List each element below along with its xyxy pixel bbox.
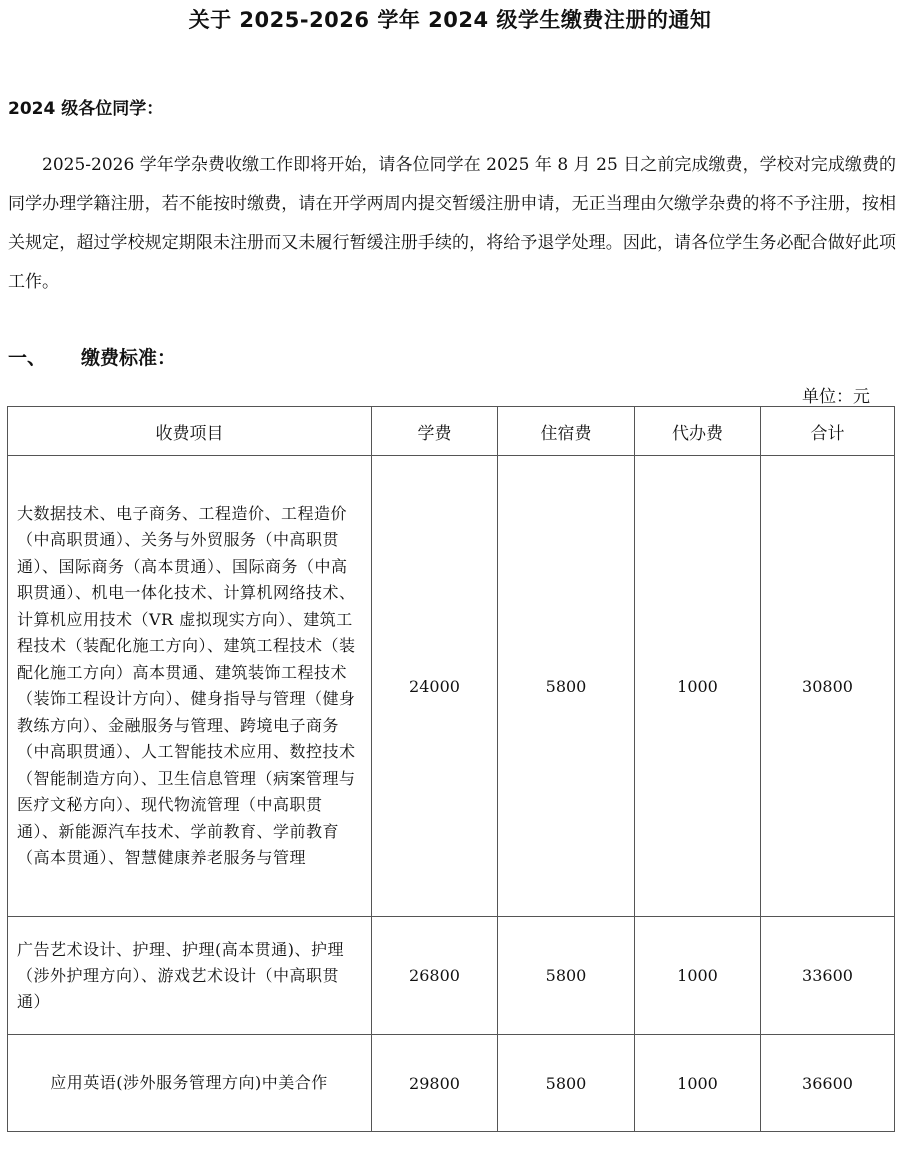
cell-total: 33600 — [761, 917, 895, 1035]
header-tuition: 学费 — [372, 407, 498, 456]
header-accommodation: 住宿费 — [498, 407, 635, 456]
cell-total: 30800 — [761, 456, 895, 917]
cell-item: 大数据技术、电子商务、工程造价、工程造价（中高职贯通）、关务与外贸服务（中高职贯通）、国际商务（高本贯通）、国际商务（中高职贯通）、机电一体化技术、计算机网络技术、计算机应用技术（VR 虚拟现实方向）、建筑工程技术（装配化施工方向）、建筑工程技术（装配化施工方向）高本贯通、建筑装饰工程技术（装饰工程设计方向）、健身指导与管理（健身教练方向）、金融服务与管理、跨境电子商务（中高职贯通）、人工智能技术应用、数控技术（智能制造方向）、卫生信息管理（病案管理与医疗文秘方向）、现代物流管理（中高职贯通）、新能源汽车技术、学前教育、学前教育（高本贯通）、智慧健康养老服务与管理 — [8, 456, 372, 917]
table-row — [8, 917, 895, 1035]
cell-accommodation: 5800 — [498, 1035, 635, 1132]
header-item: 收费项目 — [8, 407, 372, 456]
header-total: 合计 — [761, 407, 895, 456]
cell-accommodation: 5800 — [498, 456, 635, 917]
header-agency: 代办费 — [635, 407, 761, 456]
cell-tuition: 24000 — [372, 456, 498, 917]
section-title: 缴费标准： — [81, 347, 177, 369]
table-row — [8, 1035, 895, 1132]
cell-agency: 1000 — [635, 917, 761, 1035]
table-row — [8, 456, 895, 917]
salutation: 2024 级各位同学： — [8, 99, 164, 119]
cell-item: 应用英语(涉外服务管理方向)中美合作 — [8, 1035, 372, 1132]
cell-total: 36600 — [761, 1035, 895, 1132]
cell-tuition: 26800 — [372, 917, 498, 1035]
section-number: 一、 — [8, 347, 47, 369]
unit-label: 单位：元 — [802, 387, 870, 407]
cell-agency: 1000 — [635, 456, 761, 917]
cell-tuition: 29800 — [372, 1035, 498, 1132]
section-heading — [8, 343, 176, 370]
document-title: 关于 2025-2026 学年 2024 级学生缴费注册的通知 — [188, 8, 712, 32]
cell-accommodation: 5800 — [498, 917, 635, 1035]
fee-table — [7, 406, 895, 1132]
cell-item: 广告艺术设计、护理、护理(高本贯通)、护理（涉外护理方向）、游戏艺术设计（中高职贯通） — [8, 917, 372, 1035]
cell-agency: 1000 — [635, 1035, 761, 1132]
notice-paragraph: 2025-2026 学年学杂费收缴工作即将开始，请各位同学在 2025 年 8 月 25 日之前完成缴费，学校对完成缴费的同学办理学籍注册，若不能按时缴费，请在开学两周内提交暂缓注册申请，无正当理由欠缴学杂费的将不予注册，按相关规定，超过学校规定期限未注册而又未履行暂缓注册手续的，将给予退学处理。因此，请各位学生务必配合做好此项工作。 — [8, 155, 896, 292]
table-header-row — [8, 407, 895, 456]
